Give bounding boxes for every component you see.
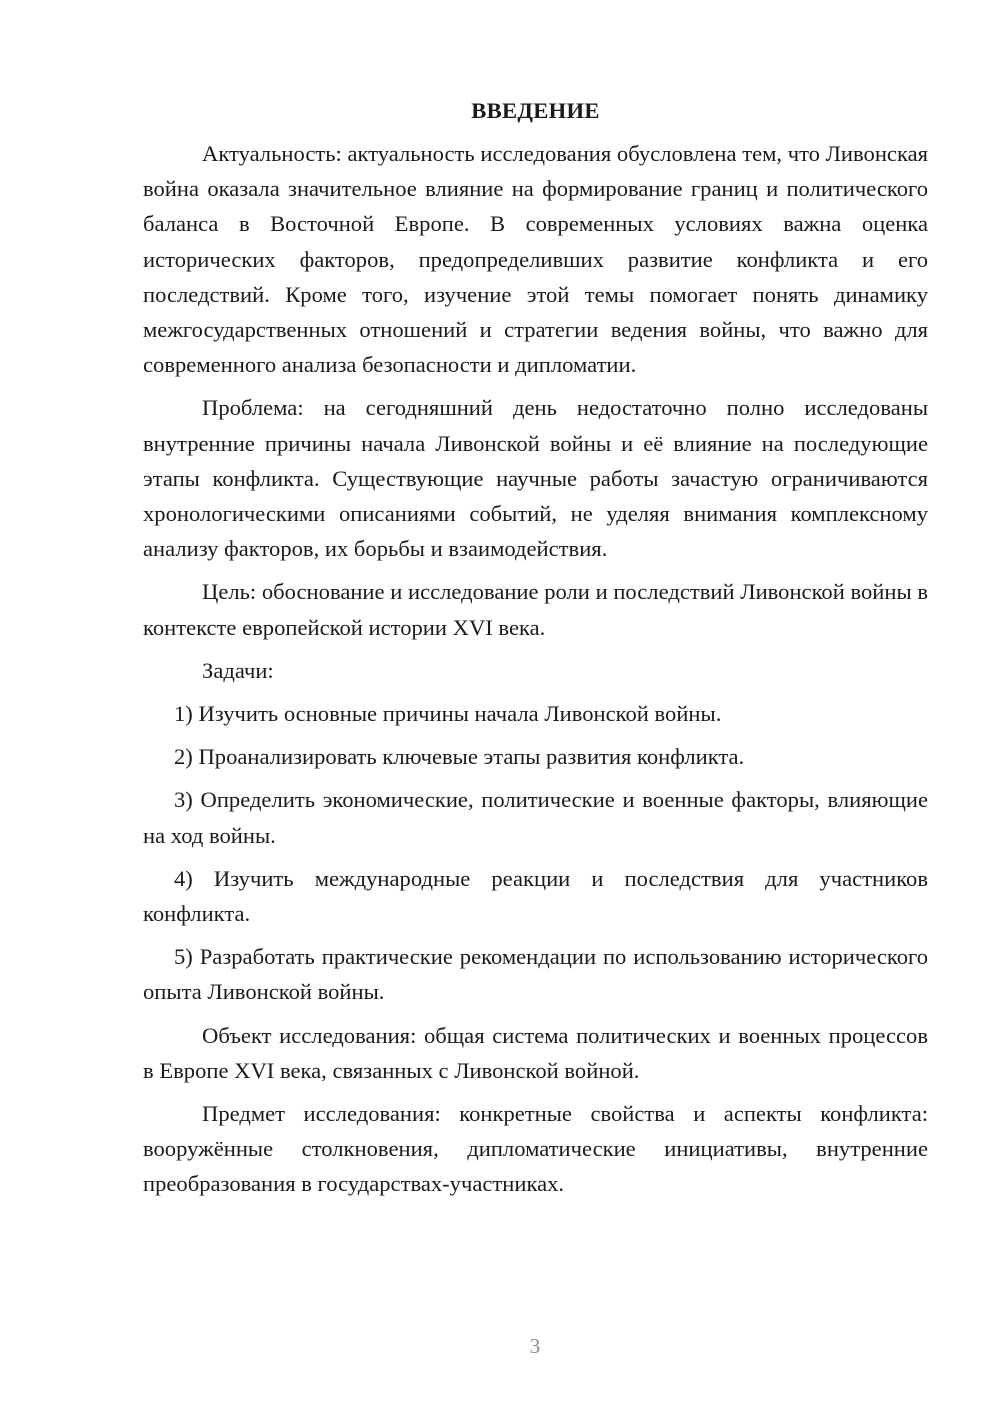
task-item-2: 2) Проанализировать ключевые этапы развития конфликта.	[174, 744, 745, 770]
paragraph-object: Объект исследования: общая система политических и военных процессов в Европе XVI века, связанных с Ливонской войной.	[143, 1022, 928, 1083]
page-number: 3	[529, 1334, 541, 1358]
paragraph-problem: Проблема: на сегодняшний день недостаточно полно исследованы внутренние причины начала Ливонской войны и её влияние на последующие этапы конфликта. Существующие научные работы зачастую ограничиваются хронологическими описаниями событий, не уделяя внимания комплексному анализу факторов, их борьбы и взаимодействия.	[143, 395, 928, 562]
task-item-4: 4) Изучить международные реакции и последствия для участников конфликта.	[143, 865, 928, 927]
paragraph-relevance: Актуальность: актуальность исследования обусловлена тем, что Ливонская война оказала значительное влияние на формирование границ и политического баланса в Восточной Европе. В современных условиях важна оценка исторических факторов, предопределивших развитие конфликта и его последствий. Кроме того, изучение этой темы помогает понять динамику межгосударственных отношений и стратегии ведения войны, что важно для современного анализа безопасности и дипломатии.	[143, 141, 928, 378]
task-item-3: 3) Определить экономические, политические и военные факторы, влияющие на ход войны.	[143, 787, 928, 848]
document-page	[143, 96, 928, 1202]
section-title: ВВЕДЕНИЕ	[471, 98, 600, 123]
task-item-5: 5) Разработать практические рекомендации по использованию исторического опыта Ливонской войны.	[143, 944, 928, 1005]
tasks-label: Задачи:	[202, 657, 274, 683]
paragraph-goal: Цель: обоснование и исследование роли и последствий Ливонской войны в контексте европейской истории XVI века.	[143, 579, 928, 640]
paragraph-subject: Предмет исследования: конкретные свойства и аспекты конфликта: вооружённые столкновения, дипломатические инициативы, внутренние преобразования в государствах-участниках.	[143, 1101, 928, 1197]
task-item-1: 1) Изучить основные причины начала Ливонской войны.	[174, 701, 722, 727]
